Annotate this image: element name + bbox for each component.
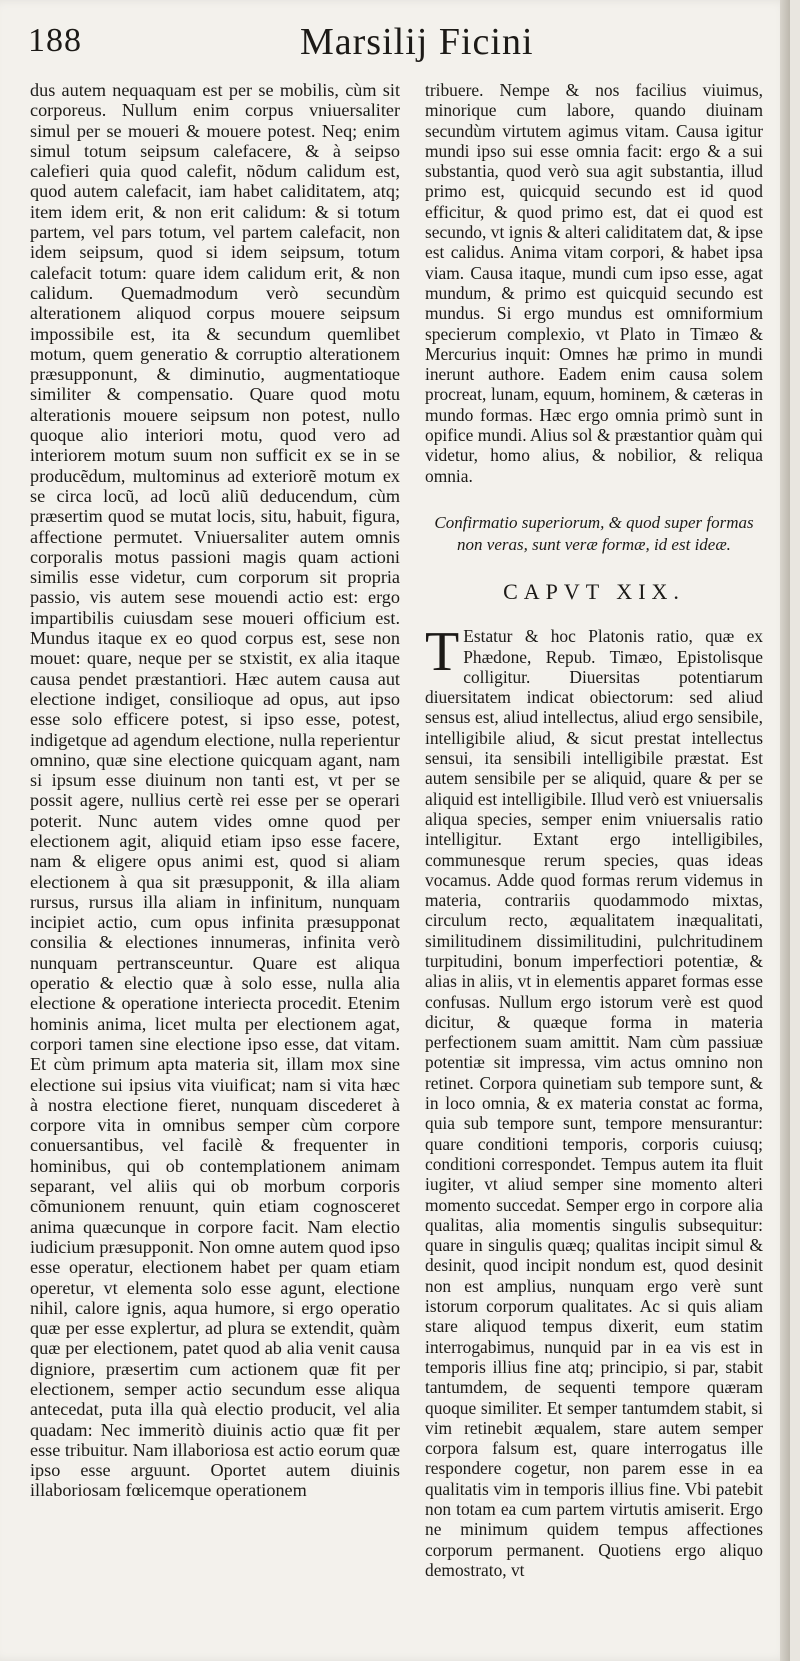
column-gutter bbox=[410, 80, 411, 1640]
section-title: Confirmatio superiorum, & quod super formas non veras, sunt veræ formæ, id est ideæ. bbox=[434, 512, 754, 554]
chapter-paragraph bbox=[425, 621, 763, 1580]
right-column-text-top: tribuere. Nempe & nos facilius viuimus, minorique cum labore, quando diuinam secundùm virtutem agimus vitam. Causa igitur mundi ipso sui esse omnia facit: ergo & a sui substantia, quod verò sua agit substantia, illud primo est, quicquid secundo est id quod efficitur, & quod primo est, dat ei quod est secundo, vt ignis & alteri caliditatem dat, & ipse est calidus. Anima vitam corpori, & habet ipsa viam. Causa itaque, mundi cum ipso esse, agat mundum, & primo est quicquid secundo est mundus. Si ergo mundus est omniformium specierum complexio, vt Plato in Timæo & Mercurius inquit: Omnes hæ primo in mundi inerunt authore. Eadem enim causa solem procreat, lunam, equum, hominem, & cæteras in mundo formas. Hæc ergo omnia primò sunt in opifice mundi. Alius sol & præstantior quàm qui videtur, homo alius, & nobilior, & reliqua omnia. bbox=[425, 80, 763, 486]
page-edge bbox=[780, 0, 790, 1661]
running-head: Marsilij Ficini bbox=[300, 21, 534, 63]
left-column-text: dus autem nequaquam est per se mobilis, cùm sit corporeus. Nullum enim corpus vniuersaliter simul per se moueri & mouere potest. Neq; enim simul totum seipsum calefacere, & à seipso calefieri quia quod calefit, nõdum calidum est, quod autem calefacit, iam habet caliditatem, atq; item idem erit, & non erit calidum: & si totum partem, vel pars totum, vel partem calefacit, non idem seipsum, quod si idem seipsum, totum calefacit totum: quare idem calidum erit, & non calidum. Quemadmodum verò secundùm alterationem aliquod corpus mouere seipsum impossibile est, ita & secundum quemlibet motum, quem generatio & corruptio alterationem præsupponunt, & diminutio, augmentatioque similiter & compensatio. Quare quod motu alterationis mouere seipsum non potest, nullo quoque alio interiori motu, quod vero ad interiorem motum suum non sufficit ex se in se producẽdum, multominus ad exteriorẽ motum ex se circa locũ, ad locũ aliũ deducendum, cùm præsertim quod se mutat locis, situ, habuit, figura, affectione permutet. Vniuersaliter autem omnis corporalis motus passioni magis quam actioni similis esse videtur, cum corporum sit propria passio, vis autem sese mouendi actio est: ergo impartibilis cuiusdam sese moueri officium est. Mundus itaque ex eo quod corpus est, sese non mouet: quare, neque per se stxistit, ex alia itaque causa pendet præstantiori. Hæc autem causa aut electione indiget, consilioque ad opus, aut ipso esse solo efficere potest, si ipso esse, potest, indigetque ad agendum electione, nulla reperientur omnino, quæ sine electione quicquam agant, nam si ipsum esse diuinum non tanti est, vt per se possit agere, nullius certè rei esse per se operari poterit. Nunc autem vides omne quod per electionem agit, aliquid etiam ipso esse facere, nam & eligere opus animi est, quod si aliam electionem à qua sit præsupponit, & illa aliam rursus, rursus illa aliam in infinitum, nunquam incipiet actio, cum opus infinita præsupponat consilia & electiones innumeras, infinita verò nunquam pertransceuntur. Quare est aliqua operatio & electio quæ à solo esse, nulla alia electione & operatione interiecta procedit. Etenim hominis anima, licet multa per electionem agat, corpori tamen sine electione ipso esse, dat vitam. Et cùm primum apta materia sit, illam mox sine electione sui ipsius vita viuificat; nam si vita hæc à nostra electione fieret, nunquam discederet à corpore vita in omnibus semper cùm corpore conuersantibus, vel facilè & frequenter in hominibus, qui ob contemplationem animam separant, vel aliis qui ob morbum corporis cõmunionem renuunt, quin etiam cognosceret anima quæcunque in corpore facit. Nam electio iudicium præsupponit. Non omne autem quod ipso esse operatur, electionem habet per quam etiam operetur, vt elementa solo esse agunt, electione nihil, calore ignis, aqua humore, si ergo operatio quæ per esse explertur, ad plura se extendit, quàm quæ per electionem, patet quod ab alia venit causa digniore, præsertim cum actionem quæ fit per electionem, semper actio secundum esse aliqua antecedat, puta illa quà electio producit, vel alia quadam: Nec immeritò diuinis actio quæ fit per esse tribuitur. Nam illaboriosa est actio eorum quæ ipso esse arguunt. Oportet autem diuinis illaboriosam fœlicemque operationem bbox=[30, 80, 400, 1501]
left-column bbox=[30, 80, 400, 1501]
right-column bbox=[425, 80, 763, 1580]
drop-cap: T bbox=[425, 621, 460, 684]
page-number: 188 bbox=[28, 22, 82, 59]
right-column-text-bottom: Estatur & hoc Platonis ratio, quæ ex Phædone, Repub. Timæo, Epistolisque colligitur. Diuersitas potentiarum diuersitatem indicat obiectorum: sed aliud sensus est, aliud intellectus, aliud ergo sensibile, intelligibile aliud, & sicut prestat intellectus sensui, ita sensibili intelligibile præstat. Est autem sensibile per se aliquid, quare & per se aliquid est intelligibile. Illud verò est vniuersalis aliqua species, semper enim vniuersalis ratio intelligitur. Extant ergo intelligibiles, communesque rerum species, quas ideas vocamus. Adde quod formas rerum videmus in materia, contrariis quodammodo mixtas, circulum recto, æqualitatem inæqualitati, similitudinem dissimilitudini, pulchritudinem turpitudini, bonum imperfectiori potentiæ, & alias in aliis, vt in elementis apparet formas esse confusas. Nullum ergo istorum verè est quod dicitur, & quæque forma in materia perfectionem suam amittit. Nam cùm passiuæ potentiæ sit impressa, vim actus omnino non retinet. Corpora quinetiam sub tempore sunt, & in loco omnia, & ex materia constat ac forma, quia sub tempore sunt, tempore mensurantur: quare conditioni temporis, corporis cuiusq; conditioni correspondet. Tempus autem ita fluit iugiter, vt aliud semper sine momento alteri momento succedat. Semper ergo in corpore alia qualitas, alia momentis singulis subsequitur: quare in singulis quæq; qualitas incipit simul & desinit, quod incipit nondum est, quod desinit non est amplius, nunquam ergo verè sunt istorum corporum qualitates. Ac si quis aliam stare aliquod tempus dixerit, eum statim interrogabimus, nunquid par in ea vis est in temporis illius fine atq; principio, si par, stabit tantumdem, de sequenti tempore quæram quoque similiter. Et semper tantumdem stabit, si vim retinebit æqualem, stare autem semper corpora falsum est, quare interrogatus ille respondere cogetur, non parem esse in ea qualitatis vim in temporis illius fine. Vbi patebit non totam ea cum partem virtutis amiserit. Ergo ne minimum quidem tempus affectiones corporum permanent. Quotiens ergo aliquo demostrato, vt bbox=[425, 626, 763, 1580]
chapter-heading: CAPVT XIX. bbox=[503, 578, 685, 604]
